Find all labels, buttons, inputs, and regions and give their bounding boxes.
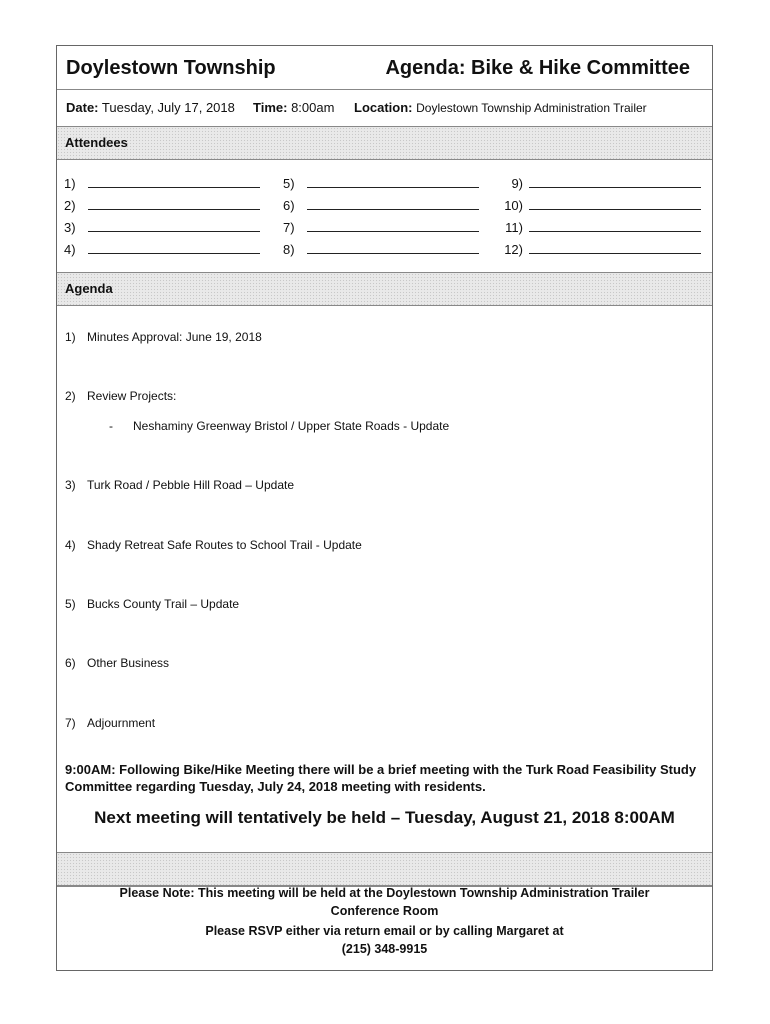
attendee-number: 11) — [505, 220, 523, 235]
date-value: Tuesday, July 17, 2018 — [101, 100, 235, 115]
attendee-blank[interactable] — [307, 199, 479, 210]
document-title: Agenda: Bike & Hike Committee — [385, 57, 690, 79]
agenda-item: 1) Minutes Approval: June 19, 2018 — [65, 330, 262, 344]
attendee-number: 7) — [283, 220, 295, 235]
attendee-blank[interactable] — [529, 177, 701, 188]
document-header — [57, 46, 712, 90]
attendee-blank[interactable] — [529, 221, 701, 232]
next-meeting-announcement: Next meeting will tentatively be held – Tuesday, August 21, 2018 8:00AM — [94, 808, 675, 827]
footer-line: Conference Room — [330, 904, 439, 918]
time-field — [253, 100, 334, 115]
attendee-number: 5) — [283, 176, 295, 191]
date-field — [66, 100, 235, 115]
attendee-blank[interactable] — [529, 199, 701, 210]
agenda-heading: Agenda — [65, 281, 113, 296]
attendee-number: 12) — [504, 242, 523, 257]
date-label: Date: — [66, 100, 99, 115]
attendee-number: 8) — [283, 242, 295, 257]
agenda-section-header — [57, 272, 712, 306]
organization-name: Doylestown Township — [66, 57, 276, 79]
agenda-item: 2) Review Projects: — [65, 389, 177, 403]
attendee-blank[interactable] — [88, 177, 260, 188]
attendee-slot[interactable] — [64, 242, 260, 257]
attendee-slot[interactable] — [64, 176, 260, 191]
agenda-document — [56, 45, 713, 971]
attendee-number: 1) — [64, 176, 76, 191]
agenda-item: 6) Other Business — [65, 656, 170, 670]
attendee-blank[interactable] — [529, 243, 701, 254]
attendees-heading: Attendees — [65, 135, 128, 150]
attendee-slot[interactable] — [283, 198, 479, 213]
attendee-blank[interactable] — [307, 221, 479, 232]
attendee-slot[interactable] — [497, 220, 701, 235]
attendee-blank[interactable] — [88, 199, 260, 210]
attendee-number: 4) — [64, 242, 76, 257]
footer-line: Please Note: This meeting will be held at the Doylestown Township Administration Trailer — [119, 886, 650, 900]
attendees-section-header — [57, 126, 712, 160]
location-label: Location: — [354, 100, 413, 115]
attendee-slot[interactable] — [497, 242, 701, 257]
footer-line: Please RSVP either via return email or by calling Margaret at — [205, 924, 564, 938]
location-field — [354, 100, 647, 115]
meeting-details — [57, 89, 712, 127]
attendee-number: 10) — [504, 198, 523, 213]
time-label: Time: — [253, 100, 288, 115]
footer-phone: (215) 348-9915 — [341, 942, 428, 956]
attendee-blank[interactable] — [88, 221, 260, 232]
agenda-item: 7) Adjournment — [65, 716, 156, 730]
agenda-item: 5) Bucks County Trail – Update — [65, 597, 240, 611]
time-value: 8:00am — [291, 100, 335, 115]
attendee-blank[interactable] — [307, 243, 479, 254]
attendee-slot[interactable] — [283, 242, 479, 257]
agenda-item: 3) Turk Road / Pebble Hill Road – Update — [65, 478, 294, 492]
attendee-slot[interactable] — [64, 220, 260, 235]
attendee-number: 3) — [64, 220, 76, 235]
location-value: Doylestown Township Administration Trailer — [416, 101, 647, 115]
agenda-subitem: - Neshaminy Greenway Bristol / Upper State Roads - Update — [109, 419, 450, 433]
footer-note — [57, 884, 712, 958]
attendee-slot[interactable] — [283, 220, 479, 235]
attendee-slot[interactable] — [64, 198, 260, 213]
attendee-number: 6) — [283, 198, 295, 213]
agenda-item: 4) Shady Retreat Safe Routes to School Trail - Update — [65, 538, 362, 552]
attendee-slot[interactable] — [283, 176, 479, 191]
attendee-slot[interactable] — [497, 176, 701, 191]
attendee-slot[interactable] — [497, 198, 701, 213]
attendee-blank[interactable] — [307, 177, 479, 188]
attendee-number: 9) — [511, 176, 523, 191]
shaded-divider — [57, 852, 712, 887]
attendee-blank[interactable] — [88, 243, 260, 254]
follow-up-meeting-notice: 9:00AM: Following Bike/Hike Meeting there will be a brief meeting with the Turk Road Feasibility Study Committee regarding Tuesday, July 24, 2018 meeting with residents. — [65, 762, 697, 794]
attendee-number: 2) — [64, 198, 76, 213]
